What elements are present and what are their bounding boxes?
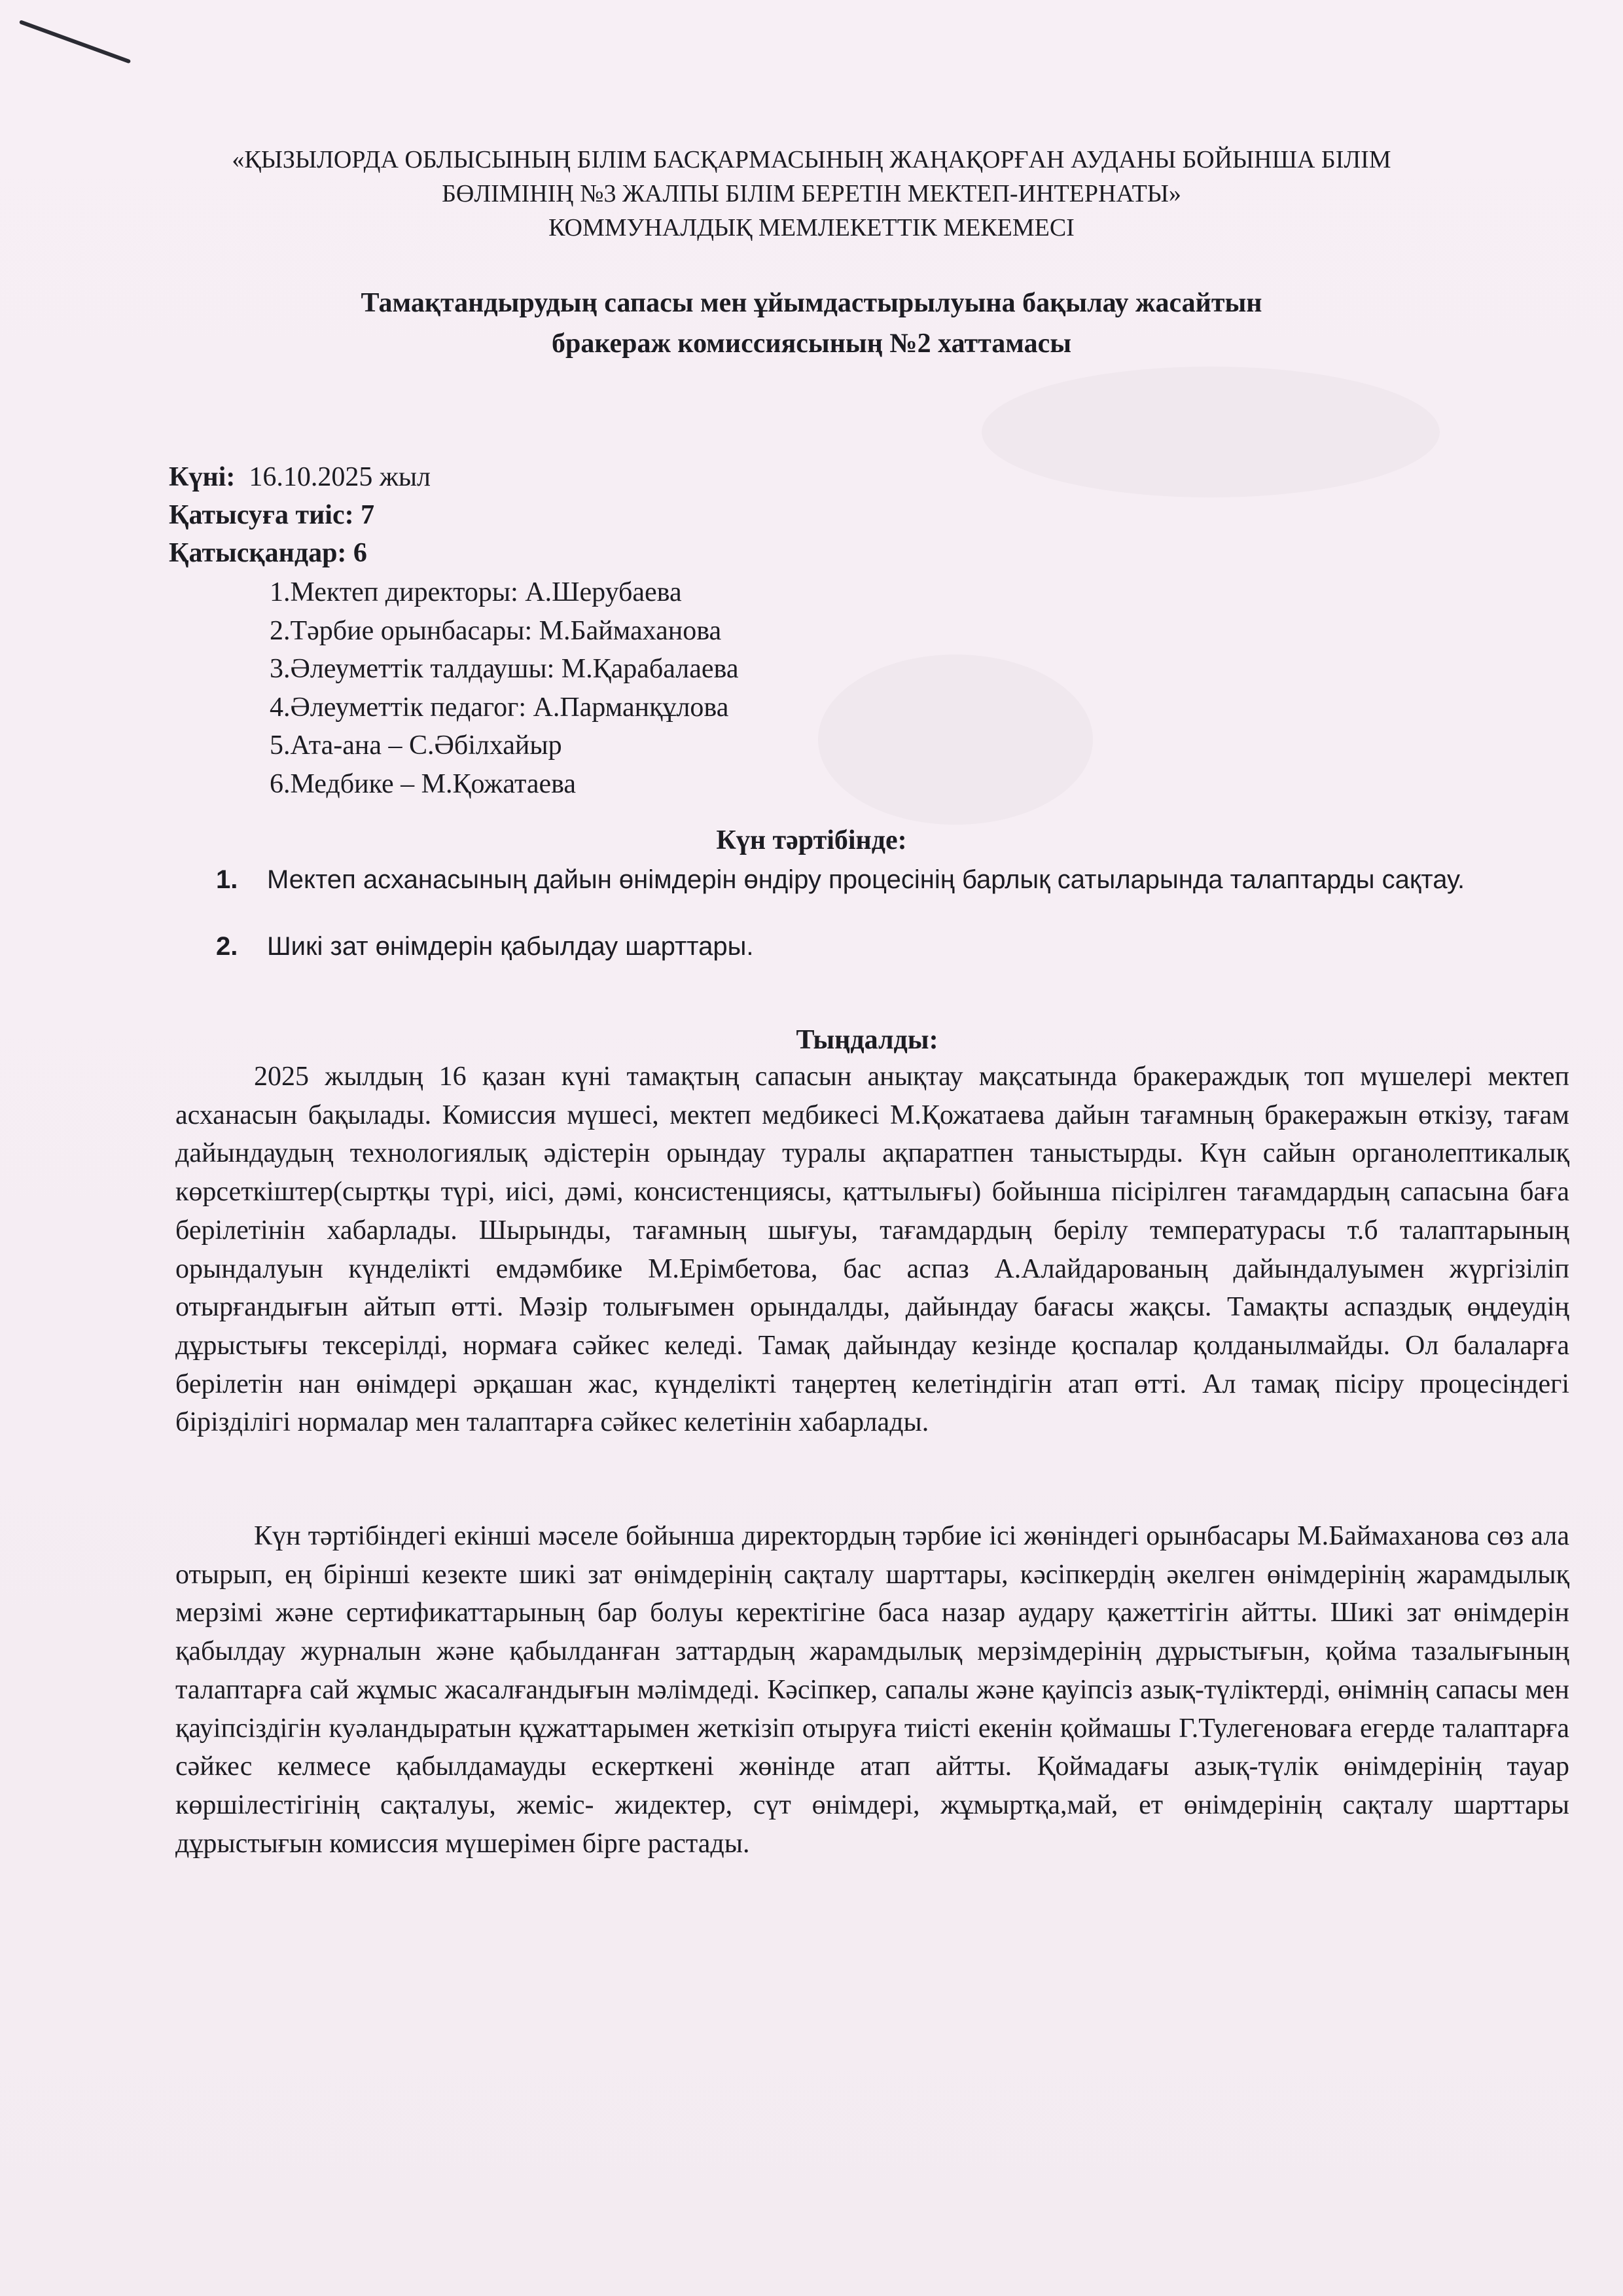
heard-heading: Тыңдалды: bbox=[796, 1025, 938, 1055]
participant-item: 5.Ата-ана – С.Әбілхайыр bbox=[270, 730, 562, 761]
document-title bbox=[164, 283, 1459, 364]
org-header-line-1: «ҚЫЗЫЛОРДА ОБЛЫСЫНЫҢ БІЛІМ БАСҚАРМАСЫНЫҢ ЖАҢАҚОРҒАН АУДАНЫ БОЙЫНША БІЛІМ bbox=[232, 146, 1391, 173]
org-header-line-3: КОММУНАЛДЫҚ МЕМЛЕКЕТТІК МЕКЕМЕСІ bbox=[548, 214, 1075, 242]
meeting-date bbox=[169, 458, 431, 496]
agenda-list bbox=[216, 861, 1518, 994]
title-line-2: бракераж комиссиясының №2 хаттамасы bbox=[551, 329, 1072, 359]
participant-item: 6.Медбике – М.Қожатаева bbox=[270, 768, 577, 799]
date-label: Күні: bbox=[169, 462, 236, 492]
participant-item: 1.Мектеп директоры: А.Шерубаева bbox=[270, 577, 682, 607]
org-header-line-2: БӨЛІМІНІҢ №3 ЖАЛПЫ БІЛІМ БЕРЕТІН МЕКТЕП-ИНТЕРНАТЫ» bbox=[442, 180, 1181, 207]
agenda-item bbox=[216, 927, 1518, 965]
agenda-item bbox=[216, 861, 1518, 899]
agenda-item-text: Мектеп асханасының дайын өнімдерін өндіру процесінің барлық сатыларында талаптарды сақтау. bbox=[267, 865, 1465, 894]
title-line-1: Тамақтандырудың сапасы мен ұйымдастырылуына бақылау жасайтын bbox=[361, 288, 1262, 318]
heard-paragraph-1: 2025 жылдың 16 қазан күні тамақтың сапасын анықтау мақсатында бракераждық топ мүшелері мектеп асханасын бақылады. Комиссия мүшесі, мектеп медбикесі М.Қожатаева дайын тағамның бракеражын өткізу, тағам дайындаудың технологиялық әдістерін орындау туралы ақпаратпен таныстырды. Күн сайын органолептикалық көрсеткіштер(сыртқы түрі, иісі, дәмі, консистенциясы, қаттылығы) бойынша пісірілген тағамдардың сапасына баға берілетінін хабарлады. Шырынды, тағамның шығуы, тағамдардың берілу температурасы т.б талаптарының орындалуын күнделікті емдәмбике М.Ерімбетова, бас аспаз А.Алайдарованың дайындалуымен жүргізіліп отырғандығын айтып өтті. Мәзір толығымен орындалды, дайындау бағасы жақсы. Тамақты аспаздық өңдеудің дұрыстығы тексерілді, нормаға сәйкес келеді. Тамақ дайындау кезінде қоспалар қолданылмайды. Ол балаларға берілетін нан өнімдері әрқашан жас, күнделікті таңертең келетіндігін атап өтті. Ал тамақ пісіру процесіндегі бірізділігі нормалар мен талаптарға сәйкес келетінін хабарлады. bbox=[175, 1062, 1569, 1438]
agenda-heading: Күн тәртібінде: bbox=[716, 825, 907, 855]
date-value: 16.10.2025 жыл bbox=[235, 462, 431, 492]
paper-stain bbox=[982, 367, 1440, 497]
agenda-item-number: 2. bbox=[216, 932, 238, 961]
paper-stain bbox=[818, 655, 1093, 825]
present-attendance: Қатысқандар: 6 bbox=[169, 538, 367, 568]
heard-paragraph-2: Күн тәртібіндегі екінші мәселе бойынша директордың тәрбие ісі жөніндегі орынбасары М.Баймаханова сөз ала отырып, ең бірінші кезекте шикі зат өнімдерінің сақталу шарттары, кәсіпкердің әкелген өнімдерінің жарамдылық мерзімі және сертификаттарының бар болуы керектігіне баса назар аудару қажеттігін айтты. Шикі зат өнімдерін қабылдау журналын және қабылданған заттардың жарамдылық мерзімдерінің дұрыстығын, қойма тазалығының талаптарға сай жұмыс жасалғандығын мәлімдеді. Кәсіпкер, сапалы және қауіпсіз азық-түліктерді, өнімнің сапасы мен қауіпсіздігін куәландыратын құжаттарымен жеткізіп отыруға тиісті екенін қоймашы Г.Тулегеноваға егерде талаптарға сәйкес келмесе қабылдамауды ескерткені жөнінде атап айтты. Қоймадағы азық-түлік өнімдерінің тауар көршілестігінің сақталуы, жеміс- жидектер, сүт өнімдері, жұмыртқа,май, ет өнімдерінің сақталу шарттары дұрыстығын комиссия мүшерімен бірге растады. bbox=[175, 1521, 1569, 1859]
participant-item: 2.Тәрбие орынбасары: М.Баймаханова bbox=[270, 615, 722, 646]
agenda-item-number: 1. bbox=[216, 865, 238, 894]
scan-pen-mark bbox=[19, 20, 131, 63]
participant-item: 4.Әлеуметтік педагог: А.Парманқұлова bbox=[270, 692, 729, 723]
meeting-meta bbox=[169, 458, 431, 572]
agenda-item-text: Шикі зат өнімдерін қабылдау шарттары. bbox=[267, 932, 754, 961]
organization-header bbox=[164, 143, 1459, 245]
participants-list bbox=[270, 573, 738, 803]
participant-item: 3.Әлеуметтік талдаушы: М.Қарабалаева bbox=[270, 654, 739, 684]
expected-attendance: Қатысуға тиіс: 7 bbox=[169, 500, 375, 530]
